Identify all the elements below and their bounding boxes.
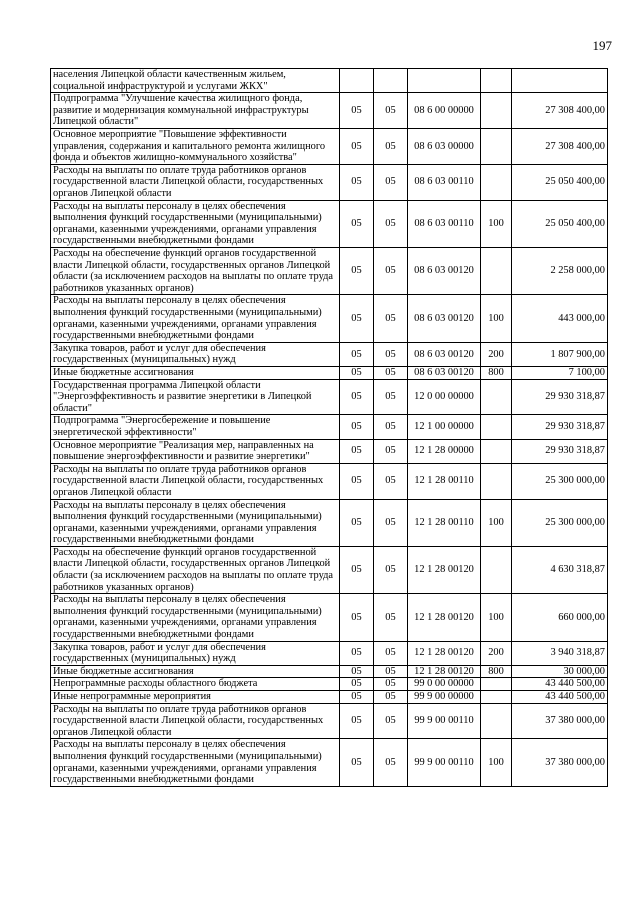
table-row: [51, 499, 608, 546]
cell-amount: 3 940 318,87: [512, 641, 608, 665]
cell-subsection-code: 05: [374, 128, 408, 164]
cell-amount: 37 380 000,00: [512, 739, 608, 786]
cell-subsection-code: 05: [374, 415, 408, 439]
cell-chapter-code: 05: [340, 703, 374, 739]
table-row: [51, 439, 608, 463]
table-row: [51, 366, 608, 379]
cell-amount: 443 000,00: [512, 295, 608, 342]
cell-expense-type-code: 100: [481, 594, 512, 641]
table-row: [51, 164, 608, 200]
cell-chapter-code: 05: [340, 546, 374, 593]
cell-amount: [512, 69, 608, 93]
cell-target-article-code: 08 6 03 00000: [408, 128, 481, 164]
cell-expense-type-code: 800: [481, 366, 512, 379]
table-row: [51, 342, 608, 366]
cell-expense-type-code: [481, 247, 512, 294]
cell-chapter-code: [340, 69, 374, 93]
cell-target-article-code: [408, 69, 481, 93]
table-row: [51, 463, 608, 499]
budget-table-body: [51, 69, 608, 787]
cell-target-article-code: 08 6 03 00110: [408, 200, 481, 247]
cell-target-article-code: 12 1 28 00120: [408, 594, 481, 641]
cell-subsection-code: 05: [374, 641, 408, 665]
cell-expense-type-code: [481, 69, 512, 93]
table-row: [51, 703, 608, 739]
cell-expense-type-code: [481, 128, 512, 164]
cell-target-article-code: 99 9 00 00110: [408, 739, 481, 786]
cell-expense-name: Расходы на выплаты по оплате труда работников органов государственной власти Липецкой области, государственных органов Липецкой области: [51, 463, 340, 499]
cell-expense-name: Расходы на обеспечение функций органов государственной власти Липецкой области, государственных органов Липецкой области (за исключением расходов на выплаты по оплате труда работников указанных органов): [51, 546, 340, 593]
cell-expense-name: Закупка товаров, работ и услуг для обеспечения государственных (муниципальных) нужд: [51, 342, 340, 366]
table-row: [51, 93, 608, 129]
cell-expense-type-code: [481, 691, 512, 704]
table-row: [51, 247, 608, 294]
cell-amount: 37 380 000,00: [512, 703, 608, 739]
cell-chapter-code: 05: [340, 739, 374, 786]
cell-target-article-code: 12 1 28 00110: [408, 463, 481, 499]
cell-expense-name: Основное мероприятие "Реализация мер, направленных на повышение энергоэффективности и развитие энергетики": [51, 439, 340, 463]
cell-expense-type-code: 100: [481, 499, 512, 546]
table-row: [51, 415, 608, 439]
cell-expense-type-code: [481, 164, 512, 200]
cell-expense-name: Расходы на выплаты персоналу в целях обеспечения выполнения функций государственными (муниципальными) органами, казенными учреждениями, органами управления государственными внебюджетными фондами: [51, 499, 340, 546]
cell-amount: 25 300 000,00: [512, 463, 608, 499]
cell-expense-type-code: [481, 703, 512, 739]
cell-expense-name: Закупка товаров, работ и услуг для обеспечения государственных (муниципальных) нужд: [51, 641, 340, 665]
cell-expense-type-code: 200: [481, 641, 512, 665]
cell-chapter-code: 05: [340, 415, 374, 439]
table-row: [51, 594, 608, 641]
cell-amount: 27 308 400,00: [512, 128, 608, 164]
cell-amount: 2 258 000,00: [512, 247, 608, 294]
table-row: [51, 379, 608, 415]
cell-subsection-code: 05: [374, 499, 408, 546]
cell-amount: 1 807 900,00: [512, 342, 608, 366]
cell-expense-type-code: [481, 379, 512, 415]
cell-amount: 7 100,00: [512, 366, 608, 379]
table-row: [51, 69, 608, 93]
page-number: 197: [592, 38, 612, 53]
cell-chapter-code: 05: [340, 295, 374, 342]
table-row: [51, 739, 608, 786]
cell-expense-type-code: 100: [481, 295, 512, 342]
cell-chapter-code: 05: [340, 93, 374, 129]
cell-expense-name: Расходы на выплаты по оплате труда работников органов государственной власти Липецкой области, государственных органов Липецкой области: [51, 164, 340, 200]
cell-subsection-code: 05: [374, 295, 408, 342]
cell-target-article-code: 12 1 28 00120: [408, 546, 481, 593]
cell-expense-name: Расходы на обеспечение функций органов государственной власти Липецкой области, государственных органов Липецкой области (за исключением расходов на выплаты по оплате труда работников указанных органов): [51, 247, 340, 294]
cell-expense-type-code: [481, 415, 512, 439]
cell-expense-type-code: [481, 463, 512, 499]
cell-expense-type-code: 200: [481, 342, 512, 366]
cell-expense-type-code: 800: [481, 665, 512, 678]
cell-expense-type-code: [481, 678, 512, 691]
budget-table: [50, 68, 608, 787]
cell-chapter-code: 05: [340, 665, 374, 678]
cell-target-article-code: 12 1 28 00110: [408, 499, 481, 546]
cell-subsection-code: 05: [374, 463, 408, 499]
cell-target-article-code: 99 9 00 00000: [408, 691, 481, 704]
cell-expense-name: Непрограммные расходы областного бюджета: [51, 678, 340, 691]
cell-amount: 660 000,00: [512, 594, 608, 641]
cell-target-article-code: 12 1 00 00000: [408, 415, 481, 439]
cell-target-article-code: 08 6 03 00120: [408, 295, 481, 342]
cell-expense-type-code: 100: [481, 739, 512, 786]
cell-subsection-code: 05: [374, 691, 408, 704]
cell-subsection-code: 05: [374, 594, 408, 641]
cell-amount: 4 630 318,87: [512, 546, 608, 593]
cell-subsection-code: 05: [374, 439, 408, 463]
cell-subsection-code: 05: [374, 678, 408, 691]
cell-expense-name: Расходы на выплаты персоналу в целях обеспечения выполнения функций государственными (муниципальными) органами, казенными учреждениями, органами управления государственными внебюджетными фондами: [51, 200, 340, 247]
cell-expense-type-code: [481, 439, 512, 463]
cell-expense-name: Иные бюджетные ассигнования: [51, 665, 340, 678]
cell-subsection-code: 05: [374, 546, 408, 593]
cell-subsection-code: 05: [374, 93, 408, 129]
cell-target-article-code: 08 6 03 00120: [408, 366, 481, 379]
cell-subsection-code: 05: [374, 703, 408, 739]
cell-subsection-code: 05: [374, 665, 408, 678]
cell-target-article-code: 12 1 28 00120: [408, 641, 481, 665]
cell-subsection-code: 05: [374, 366, 408, 379]
cell-amount: 25 050 400,00: [512, 200, 608, 247]
cell-target-article-code: 08 6 03 00110: [408, 164, 481, 200]
table-row: [51, 295, 608, 342]
cell-subsection-code: 05: [374, 342, 408, 366]
table-row: [51, 665, 608, 678]
cell-amount: 29 930 318,87: [512, 379, 608, 415]
cell-target-article-code: 12 0 00 00000: [408, 379, 481, 415]
cell-target-article-code: 12 1 28 00000: [408, 439, 481, 463]
cell-amount: 25 300 000,00: [512, 499, 608, 546]
cell-amount: 43 440 500,00: [512, 691, 608, 704]
cell-chapter-code: 05: [340, 164, 374, 200]
cell-expense-name: Расходы на выплаты по оплате труда работников органов государственной власти Липецкой области, государственных органов Липецкой области: [51, 703, 340, 739]
cell-expense-name: Иные бюджетные ассигнования: [51, 366, 340, 379]
table-row: [51, 641, 608, 665]
cell-subsection-code: 05: [374, 379, 408, 415]
cell-chapter-code: 05: [340, 594, 374, 641]
cell-target-article-code: 08 6 00 00000: [408, 93, 481, 129]
cell-expense-name: населения Липецкой области качественным жильем, социальной инфраструктурой и услугами ЖКХ": [51, 69, 340, 93]
table-row: [51, 546, 608, 593]
cell-target-article-code: 99 0 00 00000: [408, 678, 481, 691]
table-row: [51, 200, 608, 247]
cell-target-article-code: 08 6 03 00120: [408, 247, 481, 294]
cell-expense-name: Иные непрограммные мероприятия: [51, 691, 340, 704]
cell-target-article-code: 99 9 00 00110: [408, 703, 481, 739]
cell-chapter-code: 05: [340, 439, 374, 463]
cell-amount: 27 308 400,00: [512, 93, 608, 129]
cell-chapter-code: 05: [340, 247, 374, 294]
cell-expense-name: Расходы на выплаты персоналу в целях обеспечения выполнения функций государственными (муниципальными) органами, казенными учреждениями, органами управления государственными внебюджетными фондами: [51, 739, 340, 786]
cell-subsection-code: [374, 69, 408, 93]
cell-chapter-code: 05: [340, 379, 374, 415]
cell-amount: 29 930 318,87: [512, 415, 608, 439]
cell-subsection-code: 05: [374, 200, 408, 247]
cell-expense-name: Основное мероприятие "Повышение эффективности управления, содержания и капитального ремонта жилищного фонда и объектов жилищно-коммунального хозяйства": [51, 128, 340, 164]
table-row: [51, 678, 608, 691]
cell-chapter-code: 05: [340, 128, 374, 164]
cell-amount: 30 000,00: [512, 665, 608, 678]
cell-chapter-code: 05: [340, 499, 374, 546]
cell-chapter-code: 05: [340, 641, 374, 665]
cell-target-article-code: 08 6 03 00120: [408, 342, 481, 366]
cell-expense-name: Подпрограмма "Энергосбережение и повышение энергетической эффективности": [51, 415, 340, 439]
cell-amount: 43 440 500,00: [512, 678, 608, 691]
cell-subsection-code: 05: [374, 247, 408, 294]
cell-chapter-code: 05: [340, 463, 374, 499]
table-row: [51, 691, 608, 704]
cell-expense-name: Расходы на выплаты персоналу в целях обеспечения выполнения функций государственными (муниципальными) органами, казенными учреждениями, органами управления государственными внебюджетными фондами: [51, 295, 340, 342]
cell-expense-type-code: [481, 93, 512, 129]
cell-expense-type-code: 100: [481, 200, 512, 247]
cell-chapter-code: 05: [340, 678, 374, 691]
cell-chapter-code: 05: [340, 366, 374, 379]
table-row: [51, 128, 608, 164]
cell-amount: 25 050 400,00: [512, 164, 608, 200]
cell-expense-type-code: [481, 546, 512, 593]
cell-chapter-code: 05: [340, 691, 374, 704]
cell-expense-name: Государственная программа Липецкой области "Энергоэффективность и развитие энергетики в Липецкой области": [51, 379, 340, 415]
cell-target-article-code: 12 1 28 00120: [408, 665, 481, 678]
cell-chapter-code: 05: [340, 342, 374, 366]
cell-expense-name: Расходы на выплаты персоналу в целях обеспечения выполнения функций государственными (муниципальными) органами, казенными учреждениями, органами управления государственными внебюджетными фондами: [51, 594, 340, 641]
cell-amount: 29 930 318,87: [512, 439, 608, 463]
cell-subsection-code: 05: [374, 164, 408, 200]
cell-subsection-code: 05: [374, 739, 408, 786]
cell-expense-name: Подпрограмма "Улучшение качества жилищного фонда, развитие и модернизация коммунальной инфраструктуры Липецкой области": [51, 93, 340, 129]
cell-chapter-code: 05: [340, 200, 374, 247]
